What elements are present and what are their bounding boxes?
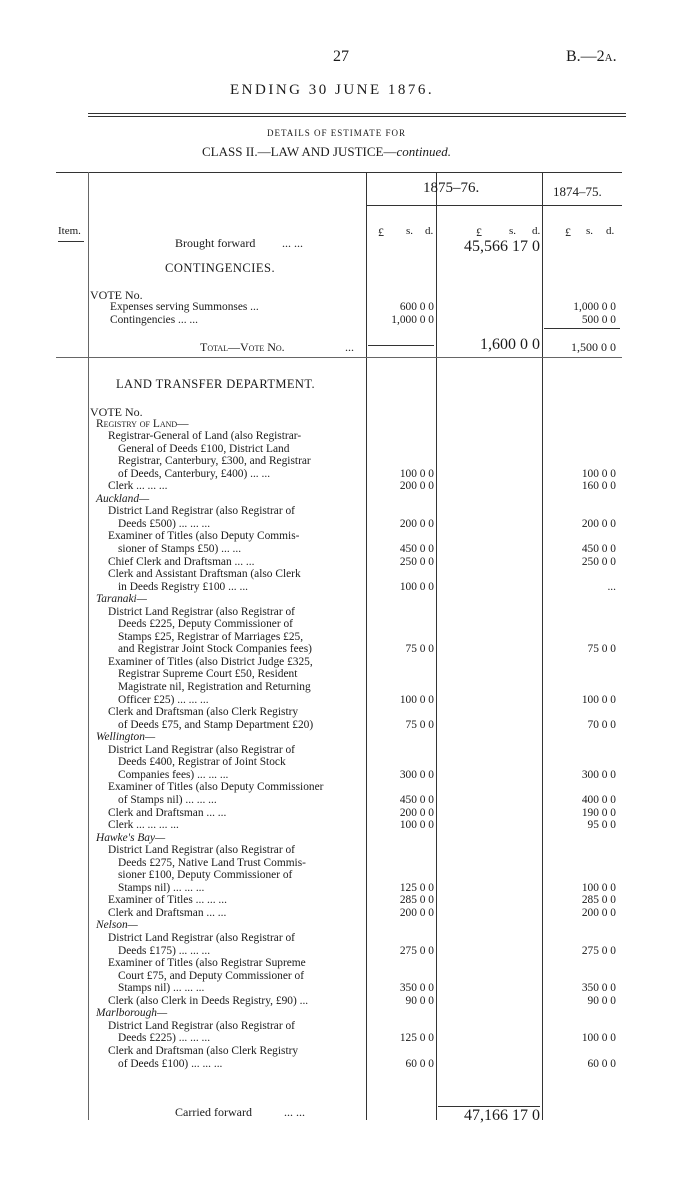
amount-1874-75: 90 0 0 <box>587 994 616 1007</box>
col-pence-2: d. <box>532 225 541 237</box>
contingencies-bottom-rule <box>56 357 622 358</box>
col-pence-3: d. <box>606 225 615 237</box>
amount-1874-75: 450 0 0 <box>581 542 616 555</box>
amount-1874-75: 100 0 0 <box>581 881 616 894</box>
amount-1875-76: 100 0 0 <box>399 693 434 706</box>
page-number: 27 <box>333 48 349 65</box>
amount-1875-76: 100 0 0 <box>399 819 434 832</box>
entry-line: Clerk and Draftsman ... ... <box>108 906 227 919</box>
total-vote-dots: ... <box>345 340 354 354</box>
col-rule-3 <box>542 172 543 1120</box>
amount-1875-76: 350 0 0 <box>399 982 434 995</box>
contingencies-row-label: Expenses serving Summonses ... <box>110 301 259 313</box>
registry-of-land: Registry of Land— <box>96 418 189 430</box>
entry-line: District Land Registrar (also Registrar of <box>108 505 295 518</box>
top-rule <box>88 113 626 114</box>
amount-1875-76: 285 0 0 <box>399 894 434 907</box>
col-pound-2: £ <box>476 225 482 239</box>
amount-1875-76: 90 0 0 <box>405 994 434 1007</box>
entry-line: of Deeds £100) ... ... ... <box>118 1057 223 1070</box>
table-top-rule <box>56 172 622 173</box>
amount-1874-75: 350 0 0 <box>581 982 616 995</box>
top-rule-2 <box>88 116 626 117</box>
entry-line: Examiner of Titles (also Registrar Supreme <box>108 957 306 970</box>
amount-1875-76: 100 0 0 <box>399 580 434 593</box>
document-reference: B.—2a. <box>566 48 617 65</box>
amount-1875-76: 450 0 0 <box>399 542 434 555</box>
amount-1874-75: 300 0 0 <box>581 768 616 781</box>
entry-line: District Land Registrar (also Registrar of <box>108 1019 295 1032</box>
amount-1874-75: 190 0 0 <box>581 806 616 819</box>
entry-line: Deeds £175) ... ... ... <box>118 944 211 957</box>
estimate-caption: DETAILS OF ESTIMATE FOR <box>267 128 407 138</box>
col-shilling-2: s. <box>509 225 517 237</box>
col-rule-item <box>88 172 89 1120</box>
entry-line: Registrar Supreme Court £50, Resident <box>118 668 298 681</box>
entry-line: Stamps nil) ... ... ... <box>118 881 205 894</box>
entry-line: Examiner of Titles (also Deputy Commissioner <box>108 781 324 794</box>
amount-1875-76: 75 0 0 <box>405 643 434 656</box>
amount-1875-76: 125 0 0 <box>399 881 434 894</box>
region-heading: Hawke's Bay— <box>96 831 166 844</box>
total-vote-amount: 1,600 0 0 <box>480 336 540 353</box>
entry-line: District Land Registrar (also Registrar of <box>108 743 295 756</box>
entry-line: Clerk and Draftsman (also Clerk Registry <box>108 1044 299 1057</box>
entry-line: Court £75, and Deputy Commissioner of <box>118 969 305 982</box>
total-dash <box>368 345 434 346</box>
region-heading: Taranaki— <box>96 593 147 606</box>
entry-line: Deeds £275, Native Land Trust Commis- <box>118 856 306 869</box>
amount-1874-75: 200 0 0 <box>581 517 616 530</box>
entry-line: of Stamps nil) ... ... ... <box>118 793 217 806</box>
entry-line: Examiner of Titles (also District Judge £325, <box>108 655 313 668</box>
amount-1874-75: 200 0 0 <box>581 906 616 919</box>
entry-line: Clerk and Draftsman (also Clerk Registry <box>108 706 299 719</box>
item-header: Item. <box>58 225 81 237</box>
entry-line: Registrar-General of Land (also Registrar- <box>108 430 302 442</box>
entry-line: sioner £100, Deputy Commissioner of <box>118 869 293 882</box>
carried-forward-dots: ... ... <box>284 1105 305 1119</box>
entry-line: Chief Clerk and Draftsman ... ... <box>108 555 255 568</box>
entry-line: in Deeds Registry £100 ... ... <box>118 580 249 593</box>
amount-1874-75: 70 0 0 <box>587 718 616 731</box>
region-heading: Auckland— <box>96 492 150 505</box>
amount-1874-75: 75 0 0 <box>587 643 616 656</box>
entry-line: Companies fees) ... ... ... <box>118 768 229 781</box>
amount-1874-75: ... <box>607 580 616 593</box>
amount-1875-76: 60 0 0 <box>405 1057 434 1070</box>
amount-1874-75: 100 0 0 <box>581 693 616 706</box>
entry-line: Examiner of Titles (also Deputy Commis- <box>108 530 300 543</box>
entry-line: District Land Registrar (also Registrar of <box>108 932 295 944</box>
entry-line: Stamps nil) ... ... ... <box>118 982 205 995</box>
col-shilling: s. <box>406 225 414 237</box>
region-heading: Marlborough— <box>96 1007 168 1020</box>
entry-line: Clerk ... ... ... <box>108 480 168 493</box>
col-rule-2 <box>436 172 437 1120</box>
amount-1874-75: 400 0 0 <box>581 793 616 806</box>
entry-line: Officer £25) ... ... ... <box>118 693 209 706</box>
region-heading: Nelson— <box>96 919 138 932</box>
entry-line: Clerk ... ... ... ... <box>108 819 179 832</box>
amount-1874-75: 160 0 0 <box>581 480 616 493</box>
year-rule <box>366 205 622 206</box>
land-vote: VOTE No. <box>90 405 143 419</box>
amount-1875-76: 250 0 0 <box>399 555 434 568</box>
item-rule <box>58 241 84 242</box>
col-pence: d. <box>425 225 434 237</box>
col-shilling-3: s. <box>586 225 594 237</box>
amount-1875-76: 300 0 0 <box>399 768 434 781</box>
entry-line: Magistrate nil, Registration and Returning <box>118 681 311 693</box>
entry-line: Clerk (also Clerk in Deeds Registry, £90) ... <box>108 994 309 1007</box>
contingencies-amount: 1,000 0 0 <box>391 314 434 326</box>
amount-1875-76: 275 0 0 <box>399 944 434 957</box>
class-title: CLASS II.—LAW AND JUSTICE—continued. <box>202 144 451 159</box>
entry-line: General of Deeds £100, District Land <box>118 442 290 455</box>
contingencies-row-label: Contingencies ... ... <box>110 314 198 326</box>
total-vote-label: Total—Vote No. <box>200 340 285 354</box>
carried-forward-amount: 47,166 17 0 <box>464 1107 540 1124</box>
entry-line: of Deeds, Canterbury, £400) ... ... <box>118 467 271 480</box>
amount-1875-76: 125 0 0 <box>399 1032 434 1045</box>
amount-1875-76: 200 0 0 <box>399 806 434 819</box>
entry-line: Stamps £25, Registrar of Marriages £25, <box>118 630 304 643</box>
amount-1875-76: 200 0 0 <box>399 480 434 493</box>
col-pound: £ <box>378 225 384 239</box>
year-1875-76: 1875–76. <box>423 180 480 196</box>
amount-1874-75: 95 0 0 <box>587 819 616 832</box>
contingencies-amount: 600 0 0 <box>399 301 434 313</box>
entry-line: Registrar, Canterbury, £300, and Registrar <box>118 455 311 468</box>
entry-line: District Land Registrar (also Registrar of <box>108 605 295 618</box>
contingencies-prev-rule <box>544 328 620 329</box>
period-heading: ENDING 30 JUNE 1876. <box>230 82 435 98</box>
brought-forward-dots: ... ... <box>282 236 303 250</box>
contingencies-prev-amount: 500 0 0 <box>581 314 616 326</box>
amount-1875-76: 450 0 0 <box>399 793 434 806</box>
entry-line: Deeds £500) ... ... ... <box>118 517 211 530</box>
brought-forward-amount: 45,566 17 0 <box>464 238 540 255</box>
entry-line: sioner of Stamps £50) ... ... <box>118 542 242 555</box>
entry-line: of Deeds £75, and Stamp Department £20) <box>118 718 314 731</box>
region-heading: Wellington— <box>96 731 156 744</box>
amount-1874-75: 60 0 0 <box>587 1057 616 1070</box>
amount-1875-76: 100 0 0 <box>399 467 434 480</box>
land-transfer-heading: LAND TRANSFER DEPARTMENT. <box>116 377 315 391</box>
total-vote-prev: 1,500 0 0 <box>571 340 616 354</box>
brought-forward-label: Brought forward <box>175 236 256 250</box>
entry-line: District Land Registrar (also Registrar of <box>108 844 295 857</box>
contingencies-prev-amount: 1,000 0 0 <box>573 301 616 313</box>
entry-line: Examiner of Titles ... ... ... <box>108 894 227 907</box>
amount-1875-76: 200 0 0 <box>399 906 434 919</box>
amount-1874-75: 100 0 0 <box>581 467 616 480</box>
entry-line: Deeds £225, Deputy Commissioner of <box>118 618 293 631</box>
contingencies-heading: CONTINGENCIES. <box>165 261 276 275</box>
entry-line: Clerk and Assistant Draftsman (also Clerk <box>108 568 301 581</box>
amount-1875-76: 75 0 0 <box>405 718 434 731</box>
amount-1874-75: 100 0 0 <box>581 1032 616 1045</box>
entry-line: and Registrar Joint Stock Companies fees) <box>118 643 312 656</box>
col-pound-3: £ <box>565 225 571 239</box>
amount-1874-75: 250 0 0 <box>581 555 616 568</box>
amount-1874-75: 275 0 0 <box>581 944 616 957</box>
contingencies-vote: VOTE No. <box>90 288 143 302</box>
amount-1874-75: 285 0 0 <box>581 894 616 907</box>
entry-line: Deeds £225) ... ... ... <box>118 1032 211 1045</box>
entry-line: Clerk and Draftsman ... ... <box>108 806 227 819</box>
year-1874-75: 1874–75. <box>553 184 602 199</box>
entry-line: Deeds £400, Registrar of Joint Stock <box>118 756 286 769</box>
carried-forward-label: Carried forward <box>175 1105 252 1119</box>
amount-1875-76: 200 0 0 <box>399 517 434 530</box>
